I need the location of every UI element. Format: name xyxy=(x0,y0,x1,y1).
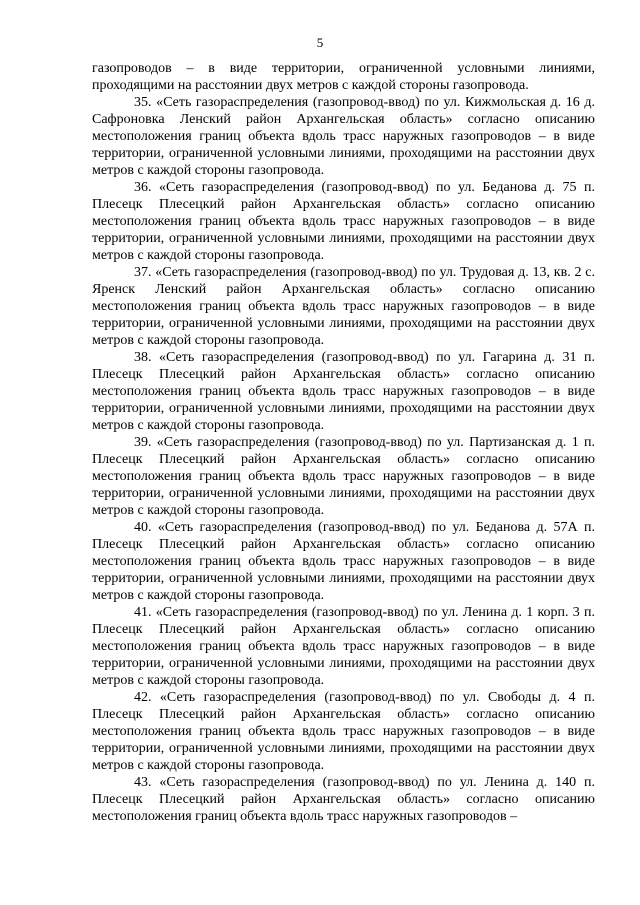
paragraph-item-38: 38. «Сеть газораспределения (газопровод-ввод) по ул. Гагарина д. 31 п. Плесецк Плесецкий район Архангельская область» согласно описанию местоположения границ объекта вдоль трасс наружных газопроводов – в виде территории, ограниченной условными линиями, проходящими на расстоянии двух метров с каждой стороны газопровода. xyxy=(92,350,595,433)
paragraph-item-43: 43. «Сеть газораспределения (газопровод-ввод) по ул. Ленина д. 140 п. Плесецк Плесецкий район Архангельская область» согласно описанию местоположения границ объекта вдоль трасс наружных газопроводов – xyxy=(92,775,595,824)
paragraph-item-36: 36. «Сеть газораспределения (газопровод-ввод) по ул. Беданова д. 75 п. Плесецк Плесецкий район Архангельская область» согласно описанию местоположения границ объекта вдоль трасс наружных газопроводов – в виде территории, ограниченной условными линиями, проходящими на расстоянии двух метров с каждой стороны газопровода. xyxy=(92,180,595,263)
page-number: 5 xyxy=(316,35,324,50)
paragraph-item-35: 35. «Сеть газораспределения (газопровод-ввод) по ул. Кижмольская д. 16 д. Сафроновка Ленский район Архангельская область» согласно описанию местоположения границ объекта вдоль трасс наружных газопроводов – в виде территории, ограниченной условными линиями, проходящими на расстоянии двух метров с каждой стороны газопровода. xyxy=(92,95,595,178)
paragraph-item-41: 41. «Сеть газораспределения (газопровод-ввод) по ул. Ленина д. 1 корп. 3 п. Плесецк Плесецкий район Архангельская область» согласно описанию местоположения границ объекта вдоль трасс наружных газопроводов – в виде территории, ограниченной условными линиями, проходящими на расстоянии двух метров с каждой стороны газопровода. xyxy=(92,605,595,688)
paragraph-item-42: 42. «Сеть газораспределения (газопровод-ввод) по ул. Свободы д. 4 п. Плесецк Плесецкий район Архангельская область» согласно описанию местоположения границ объекта вдоль трасс наружных газопроводов – в виде территории, ограниченной условными линиями, проходящими на расстоянии двух метров с каждой стороны газопровода. xyxy=(92,690,595,773)
paragraph-item-37: 37. «Сеть газораспределения (газопровод-ввод) по ул. Трудовая д. 13, кв. 2 с. Яренск Ленский район Архангельская область» согласно описанию местоположения границ объекта вдоль трасс наружных газопроводов – в виде территории, ограниченной условными линиями, проходящими на расстоянии двух метров с каждой стороны газопровода. xyxy=(92,265,595,348)
paragraph-item-40: 40. «Сеть газораспределения (газопровод-ввод) по ул. Беданова д. 57А п. Плесецк Плесецкий район Архангельская область» согласно описанию местоположения границ объекта вдоль трасс наружных газопроводов – в виде территории, ограниченной условными линиями, проходящими на расстоянии двух метров с каждой стороны газопровода. xyxy=(92,520,595,603)
document-body xyxy=(92,60,595,825)
paragraph-item-39: 39. «Сеть газораспределения (газопровод-ввод) по ул. Партизанская д. 1 п. Плесецк Плесецкий район Архангельская область» согласно описанию местоположения границ объекта вдоль трасс наружных газопроводов – в виде территории, ограниченной условными линиями, проходящими на расстоянии двух метров с каждой стороны газопровода. xyxy=(92,435,595,518)
paragraph-continuation: газопроводов – в виде территории, ограниченной условными линиями, проходящими на расстоянии двух метров с каждой стороны газопровода. xyxy=(92,61,595,93)
